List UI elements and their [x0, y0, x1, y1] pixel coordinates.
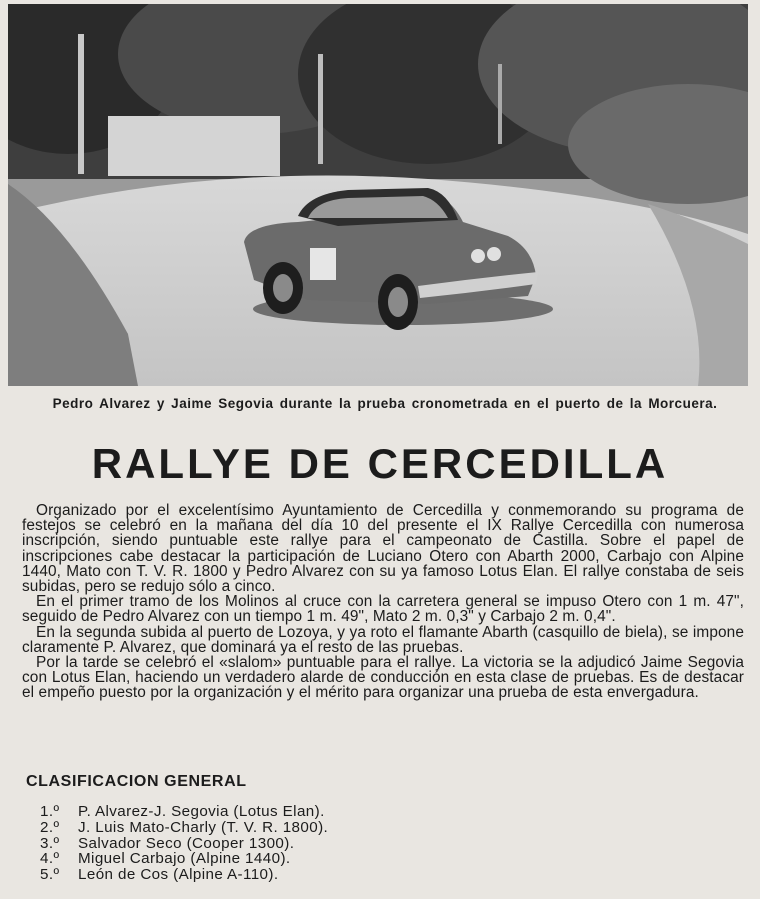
paragraph: Organizado por el excelentísimo Ayuntamiento de Cercedilla y conmemorando su programa de festejos se celebró en la mañana del día 10 del presente el IX Rallye Cercedilla con numerosa inscripción, siendo puntuable este rallye para el campeonato de Castilla. Sobre el papel de inscripciones cabe destacar la participación de Luciano Otero con Abarth 2000, Carbajo con Alpine 1440, Mato con T. V. R. 1800 y Pedro Alvarez con su ya famoso Lotus Elan. El rallye constaba de seis subidas, pero se redujo sólo a cinco. — [22, 502, 744, 596]
paragraph: En el primer tramo de los Molinos al cruce con la carretera general se impuso Otero con 1 m. 47", seguido de Pedro Alvarez con un tiempo 1 m. 49", Mato 2 m. 0,3" y Carbajo 2 m. 0,4". — [22, 593, 744, 626]
entry-text: León de Cos (Alpine A-110). — [78, 866, 279, 884]
position: 5.º — [40, 866, 60, 884]
entry-text: Miguel Carbajo (Alpine 1440). — [78, 850, 291, 868]
list-item — [40, 867, 328, 883]
position: 3.º — [40, 834, 60, 852]
paragraph: Por la tarde se celebró el «slalom» puntuable para el rallye. La victoria se la adjudicó Jaime Segovia con Lotus Elan, haciendo un verdadero alarde de conducción en esta clase de pruebas. Es de destacar el empeño puesto por la organización y el mérito para organizar una prueba de esta envergadura. — [22, 654, 744, 702]
list-item — [40, 836, 328, 852]
list-item — [40, 820, 328, 836]
entry-text: P. Alvarez-J. Segovia (Lotus Elan). — [78, 803, 325, 820]
list-item — [40, 851, 328, 867]
classification-list — [40, 804, 328, 883]
classification-title: CLASIFICACION GENERAL — [26, 773, 247, 790]
rally-photo — [8, 4, 748, 386]
position: 4.º — [40, 850, 60, 868]
rally-car-photo-icon — [8, 4, 748, 386]
entry-text: J. Luis Mato-Charly (T. V. R. 1800). — [78, 818, 329, 836]
position: 1.º — [40, 803, 60, 820]
paragraph: En la segunda subida al puerto de Lozoya, y ya roto el flamante Abarth (casquillo de biela), se impone claramente P. Alvarez, que dominará ya el resto de las pruebas. — [22, 623, 744, 656]
position: 2.º — [40, 818, 60, 836]
list-item — [40, 804, 328, 820]
article-body — [22, 503, 744, 701]
article-headline: RALLYE DE CERCEDILLA — [91, 440, 669, 487]
photo-caption: Pedro Alvarez y Jaime Segovia durante la prueba cronometrada en el puerto de la Morcuera. — [52, 396, 718, 411]
entry-text: Salvador Seco (Cooper 1300). — [78, 834, 295, 852]
